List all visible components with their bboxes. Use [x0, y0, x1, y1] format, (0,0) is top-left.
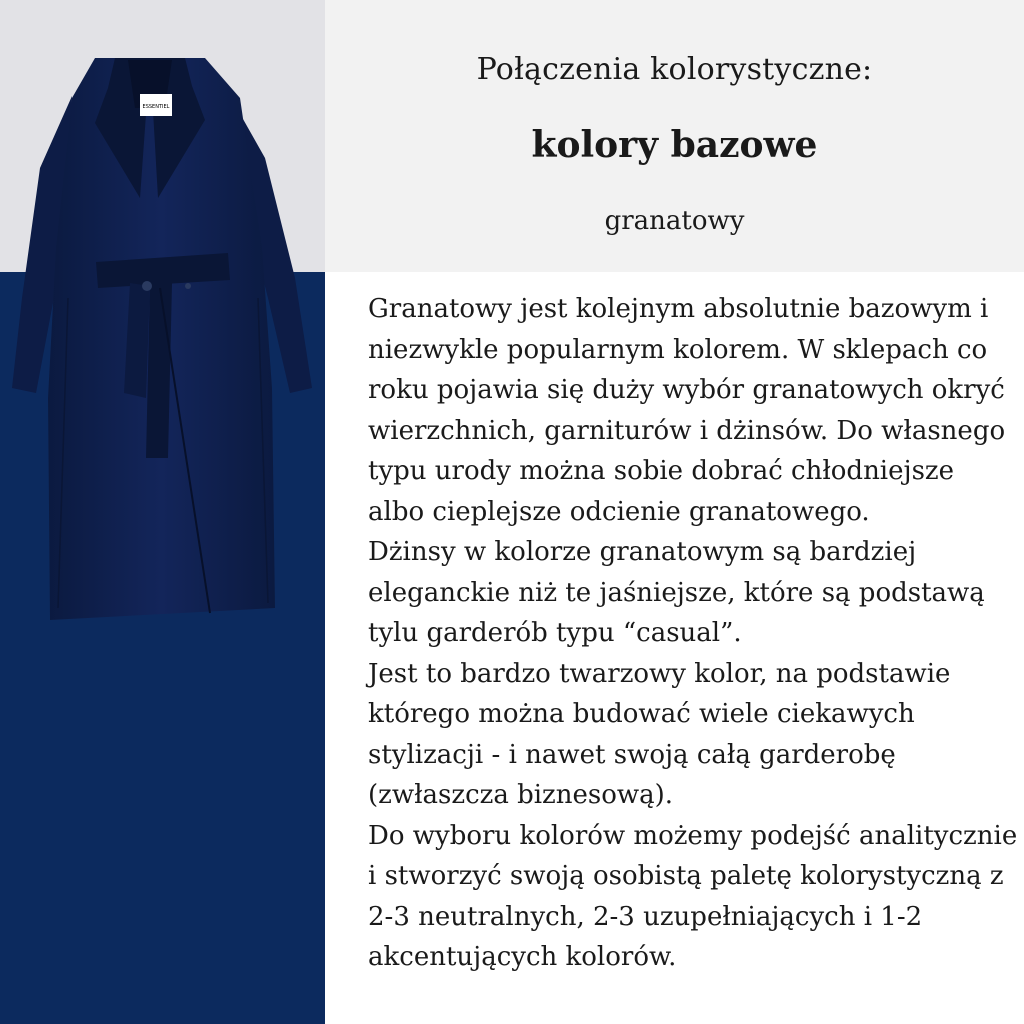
paragraph: Dżinsy w kolorze granatowym są bardziej eleganckie niż te jaśniejsze, które są podstawą tylu garderób typu “casual”.	[368, 537, 985, 648]
coat-label-text: ESSENTIEL	[142, 104, 170, 110]
navy-coat-image	[0, 48, 325, 638]
description-text	[368, 289, 1018, 978]
color-name: granatowy	[604, 206, 745, 236]
page-title: Połączenia kolorystyczne:	[476, 52, 873, 87]
page-subtitle: kolory bazowe	[531, 124, 818, 166]
paragraph: Jest to bardzo twarzowy kolor, na podstawie którego można budować wiele ciekawych stylizacji - i nawet swoją całą garderobę (zwłaszcza biznesową).	[368, 658, 951, 810]
paragraph: Do wyboru kolorów możemy podejść analitycznie i stworzyć swoją osobistą paletę kolorystyczną z 2-3 neutralnych, 2-3 uzupełniających i 1-2 akcentujących kolorów.	[368, 820, 1018, 972]
paragraph: Granatowy jest kolejnym absolutnie bazowym i niezwykle popularnym kolorem. W sklepach co roku pojawia się duży wybór granatowych okryć wierzchnich, garniturów i dżinsów. Do własnego typu urody można sobie dobrać chłodniejsze albo cieplejsze odcienie granatowego.	[368, 294, 1006, 527]
